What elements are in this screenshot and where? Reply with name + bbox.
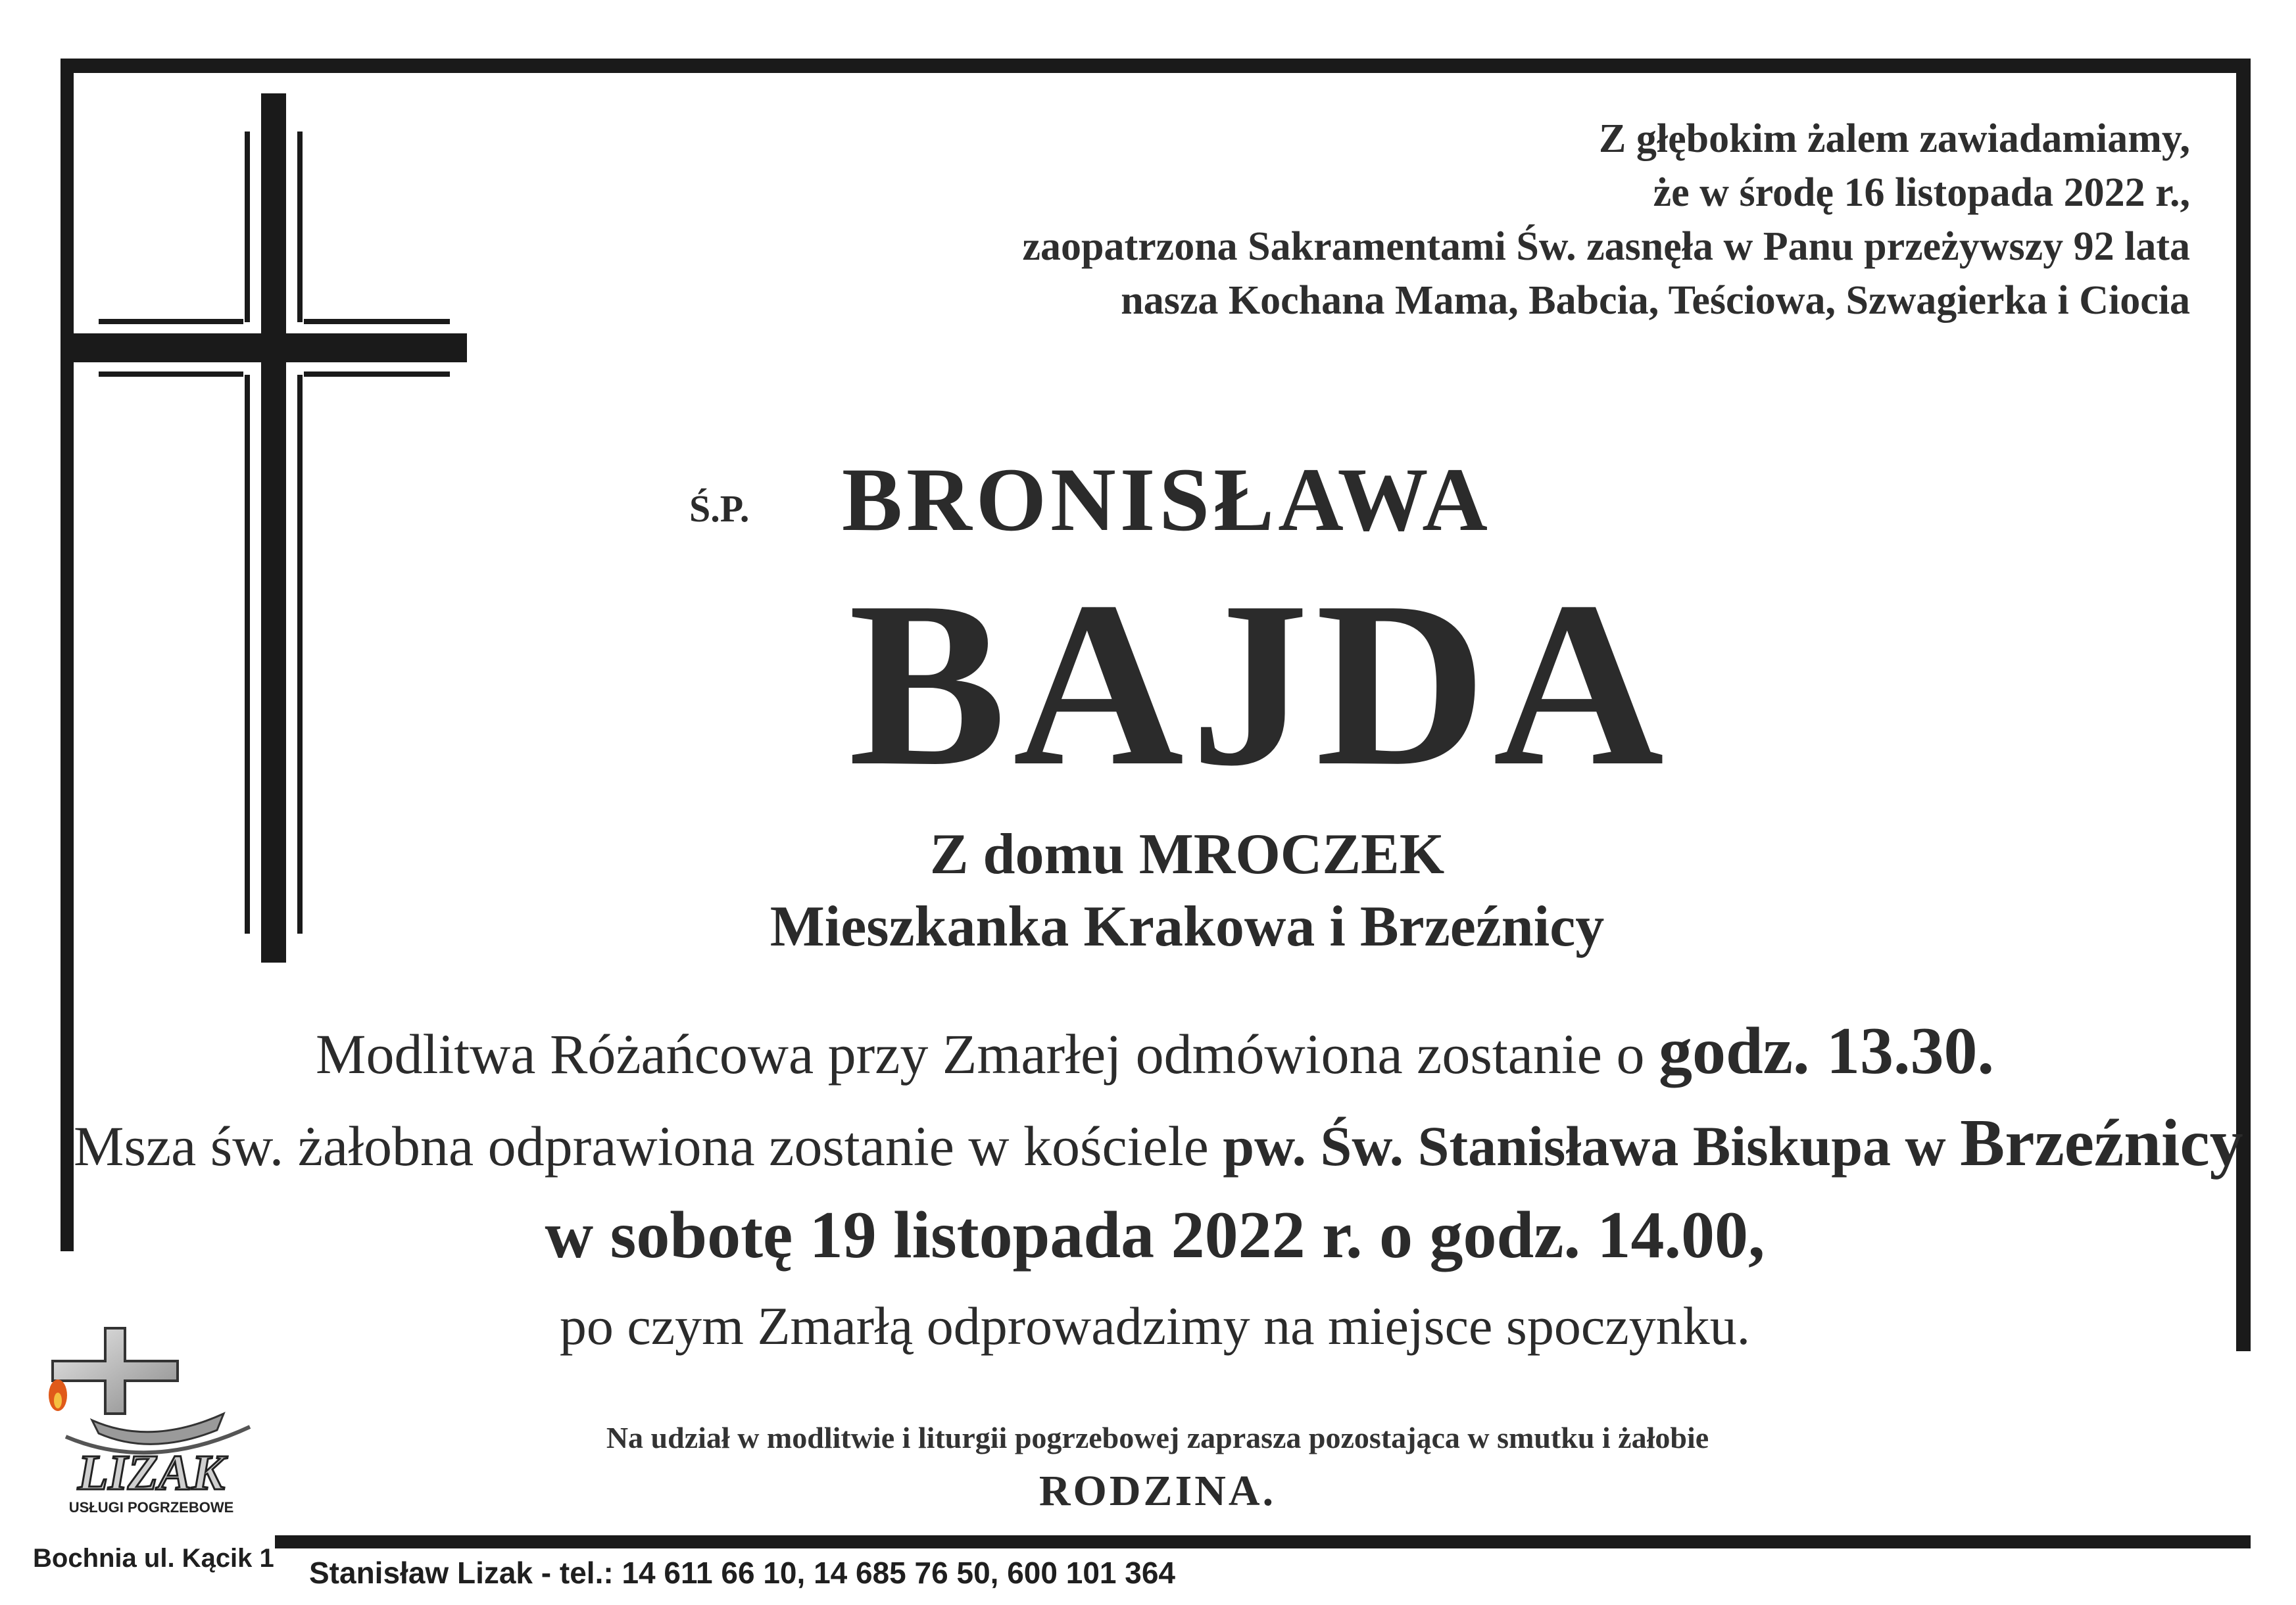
- family-suffix: .: [1262, 1467, 1277, 1515]
- cross-icon: [0, 0, 500, 986]
- rosary-time: godz. 13.30.: [1658, 1014, 1994, 1088]
- mass-line: [74, 1105, 2243, 1182]
- intro-line: nasza Kochana Mama, Babcia, Teściowa, Szwagierka i Ciocia: [1121, 278, 2190, 323]
- mass-date: w sobotę 19 listopada 2022 r. o godz. 14.00,: [545, 1198, 1765, 1272]
- mass-text: Msza św. żałobna odprawiona zostanie w kościele: [74, 1114, 1223, 1178]
- rosary-text: Modlitwa Różańcowa przy Zmarłej odmówiona zostanie o: [316, 1022, 1659, 1086]
- logo-name: LIZAK: [78, 1445, 225, 1500]
- intro-text: [723, 112, 2190, 327]
- intro-line: Z głębokim żalem zawiadamiamy,: [1599, 116, 2190, 161]
- mass-church: pw. Św. Stanisława Biskupa w: [1223, 1114, 1961, 1178]
- family-signature: [829, 1466, 1486, 1516]
- frame-bottom-border: [275, 1535, 2251, 1548]
- burial-text: po czym Zmarłą odprowadzimy na miejsce spoczynku.: [559, 1296, 1751, 1356]
- residence: Mieszkanka Krakowa i Brzeźnicy: [769, 895, 1605, 959]
- logo-subtitle: USŁUGI POGRZEBOWE: [68, 1499, 234, 1516]
- surname: BAJDA: [848, 552, 1671, 815]
- intro-line: że w środę 16 listopada 2022 r.,: [1653, 170, 2190, 215]
- funeral-home-address: Bochnia ul. Kącik 1: [33, 1544, 274, 1573]
- funeral-logo-icon: [26, 1315, 276, 1539]
- prefix-label: Ś.P.: [689, 487, 750, 530]
- funeral-home-contact: Stanisław Lizak - tel.: 14 611 66 10, 14 685 76 50, 600 101 364: [309, 1556, 1176, 1590]
- family-name: RODZINA: [1038, 1467, 1263, 1515]
- maiden-block: [658, 819, 1717, 963]
- rosary-line: [74, 1013, 2236, 1090]
- mass-place: Brzeźnicy: [1960, 1106, 2243, 1180]
- invitation-text: Na udział w modlitwie i liturgii pogrzebowej zaprasza pozostająca w smutku i żałobie: [606, 1421, 1709, 1454]
- maiden-name: Z domu MROCZEK: [929, 823, 1445, 886]
- intro-line: zaopatrzona Sakramentami Św. zasnęła w Panu przeżywszy 92 lata: [1022, 224, 2190, 269]
- first-name: BRONISŁAWA: [842, 449, 1492, 550]
